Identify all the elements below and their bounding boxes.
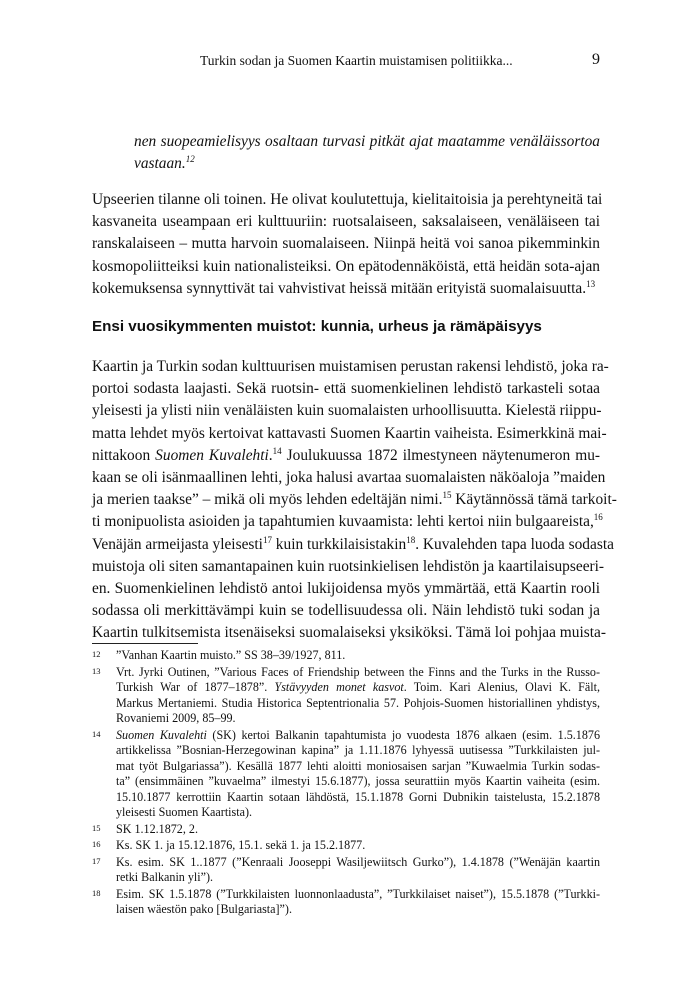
footnote-line: laisen wäestön pako [Bulgariasta]”). bbox=[116, 902, 292, 916]
footnote-16 bbox=[92, 838, 600, 854]
footnote-line: retki Balkanin yli”). bbox=[116, 870, 214, 884]
paragraph-line: kosmopoliitteiksi kuin nationalisteiksi. On epätodennäköistä, että heidän sota-ajan bbox=[92, 257, 600, 275]
footnote-ref[interactable]: 18 bbox=[406, 534, 416, 545]
text-run: Käytännössä tämä tarkoit- bbox=[451, 491, 617, 509]
paragraph-line bbox=[92, 489, 617, 511]
paragraph bbox=[92, 189, 603, 300]
footnote-line: yleisesti Suomen Kaartista). bbox=[116, 805, 253, 819]
footnotes bbox=[92, 648, 600, 919]
footnote-line: SK 1.12.1872, 2. bbox=[116, 821, 198, 836]
text-run: nittakoon bbox=[92, 446, 156, 464]
footnote-number: 16 bbox=[92, 839, 101, 849]
footnote-number: 18 bbox=[92, 887, 101, 898]
paragraph-line bbox=[92, 278, 600, 300]
footnote-number: 17 bbox=[92, 855, 101, 866]
quote-line bbox=[134, 153, 600, 175]
paragraph-line: Kaartin ja Turkin sodan kulttuurisen muistamisen perustan rakensi lehdistö, joka ra- bbox=[92, 358, 609, 375]
text-run: ti monipuolista asioiden ja tapahtumien kuvaamista: lehti kertoi niin bulgaareista, bbox=[92, 513, 594, 531]
paragraph-line bbox=[92, 445, 600, 467]
footnote-ref[interactable]: 16 bbox=[593, 512, 603, 523]
text-run: Turkish War of 1877–1878”. bbox=[116, 680, 275, 694]
footnote-line: 15.10.1877 kerrottiin Kaartin sotaan lähdöstä, 15.1.1878 Gorni Dubnikin taistelusta, 15.2.1878 bbox=[116, 789, 600, 804]
paragraph-line: sodassa oli merkittävämpi kuin se todellisuudessa oli. Näin lehdistö tuki sodan ja bbox=[92, 602, 600, 620]
footnote-13 bbox=[92, 665, 600, 727]
footnote-ref[interactable]: 15 bbox=[442, 490, 452, 501]
section-heading: Ensi vuosikymmenten muistot: kunnia, urheus ja rämäpäisyys bbox=[92, 318, 542, 335]
footnote-18 bbox=[92, 887, 600, 918]
paragraph-line: kasvaneita useampaan eri kulttuuriin: ruotsalaiseen, saksalaiseen, venäläiseen tai bbox=[92, 213, 600, 231]
paragraph-line bbox=[92, 511, 603, 533]
footnote-14 bbox=[92, 728, 600, 821]
footnote-ref[interactable]: 12 bbox=[185, 154, 195, 165]
text-run: . Kuvalehden tapa luoda sodasta bbox=[415, 535, 614, 553]
paragraph-line: Kaartin tulkitsemista itsenäiseksi suomalaiseksi yksiköksi. Tämä loi pohjaa muista- bbox=[92, 624, 606, 642]
footnote-line: Vrt. Jyrki Outinen, ”Various Faces of Friendship between the Finns and the Turks in the Russo- bbox=[116, 664, 600, 679]
footnote-17 bbox=[92, 855, 600, 886]
footnote-line: mat työt Bulgariassa”). Kesällä 1877 lehti aloitti moniosaisen sarjan ”Kuwaelmia Turkin sodas- bbox=[116, 758, 600, 773]
publication-title: Suomen Kuvalehti bbox=[155, 446, 269, 464]
paragraph-line: ranskalaiseen – mutta harvoin suomalaiseen. Niinpä heitä voi sanoa pikemminkin bbox=[92, 235, 600, 253]
text-run: Venäjän armeijasta yleisesti bbox=[92, 535, 263, 553]
footnote-line bbox=[116, 728, 600, 744]
footnote-15 bbox=[92, 822, 600, 838]
text-run: ja merien taakse” – mikä oli myös lehden edeltäjän nimi. bbox=[92, 491, 443, 509]
footnote-line bbox=[116, 680, 600, 696]
text-run: . Toim. Kari Alenius, Olavi K. Fält, bbox=[403, 680, 600, 694]
footnote-line: Ks. esim. SK 1..1877 (”Kenraali Jooseppi Wasiljewiitsch Gurko”), 1.4.1878 (”Wenäjän kaartin bbox=[116, 854, 600, 869]
footnote-12 bbox=[92, 648, 600, 664]
page-number: 9 bbox=[592, 51, 600, 68]
paragraph-line: matta lehdet myös kertoivat kattavasti Suomen Kaartin vaiheista. Esimerkkinä mai- bbox=[92, 424, 607, 442]
book-title: Ystävyyden monet kasvot bbox=[274, 680, 404, 694]
footnote-ref[interactable]: 14 bbox=[272, 445, 282, 456]
footnote-number: 14 bbox=[92, 728, 101, 739]
footnote-ref[interactable]: 17 bbox=[262, 534, 272, 545]
paragraph bbox=[92, 356, 617, 644]
text-run: (SK) kertoi Balkanin tapahtumista jo vuodesta 1876 alkaen (esim. 1.5.1876 bbox=[206, 727, 600, 742]
footnote-line: Markus Mertaniemi. Studia Historica Septentrionalia 57. Pohjois-Suomen historiallinen yhdistys, bbox=[116, 695, 600, 710]
publication-title: Suomen Kuvalehti bbox=[116, 727, 207, 742]
quote-line: nen suopeamielisyys osaltaan turvasi pitkät ajat maatamme venäläissortoa bbox=[134, 133, 600, 150]
paragraph-line: kaan se oli isänmaallinen lehti, joka halusi avartaa suomalaisten näköaloja ”maiden bbox=[92, 468, 606, 486]
footnote-line: ”Vanhan Kaartin muisto.” SS 38–39/1927, 811. bbox=[116, 648, 346, 662]
paragraph-text: kokemuksensa synnyttivät tai vahvistivat heissä mitään erityistä suomalaisuutta. bbox=[92, 279, 587, 297]
paragraph-line: muistoja oli siten samantapainen kuin ruotsinkielisen lehdistön ja kaartilaisupseeri- bbox=[92, 557, 605, 575]
quote-text: vastaan. bbox=[134, 155, 186, 173]
running-title: Turkin sodan ja Suomen Kaartin muistamisen politiikka... bbox=[200, 53, 513, 68]
page-header bbox=[92, 53, 600, 73]
text-run: Joulukuussa 1872 ilmestyneen näytenumeron mu- bbox=[281, 446, 601, 464]
paragraph-line: portoi sodasta laajasti. Sekä ruotsin- että suomenkielinen lehdistö tarkasteli sotaa bbox=[92, 380, 600, 398]
paragraph-line bbox=[92, 534, 614, 556]
footnote-line: artikkelissa ”Bosnian-Herzegowinan kapina” ja 1.11.1876 lyhyessä uutisessa ”Turkkilaisten jul- bbox=[116, 743, 600, 757]
footnote-line: ta” (ensimmäinen ”kuvaelma” ilmestyi 15.6.1877), jossa seurattiin myös Kaartin vaiheita (esim. bbox=[116, 774, 600, 788]
footnote-ref[interactable]: 13 bbox=[586, 278, 596, 289]
footnote-number: 13 bbox=[92, 665, 101, 676]
footnote-separator bbox=[92, 643, 198, 644]
paragraph-line: en. Suomenkielinen lehdistö antoi lukijoidensa myös ymmärtää, että Kaartin rooli bbox=[92, 579, 600, 597]
paragraph-line: Upseerien tilanne oli toinen. He olivat koulutettuja, kielitaitoisia ja perehtyneitä tai bbox=[92, 191, 603, 208]
footnote-line: Esim. SK 1.5.1878 (”Turkkilaisten luonnonlaadusta”, ”Turkkilaiset naiset”), 15.5.1878 (”Turkki- bbox=[116, 886, 600, 901]
paragraph-line: yleisesti ja ylisti niin venäläisten kuin suomalaisten urhoollisuutta. Kielestä riippu- bbox=[92, 402, 602, 420]
footnote-line: Ks. SK 1. ja 15.12.1876, 15.1. sekä 1. ja 15.2.1877. bbox=[116, 838, 366, 852]
footnote-number: 15 bbox=[92, 822, 101, 833]
text-run: . bbox=[268, 446, 273, 464]
footnote-number: 12 bbox=[92, 649, 101, 659]
footnote-line: Rovaniemi 2009, 85–99. bbox=[116, 711, 236, 725]
block-quote bbox=[134, 131, 600, 175]
text-run: kuin turkkilaisistakin bbox=[271, 535, 407, 553]
